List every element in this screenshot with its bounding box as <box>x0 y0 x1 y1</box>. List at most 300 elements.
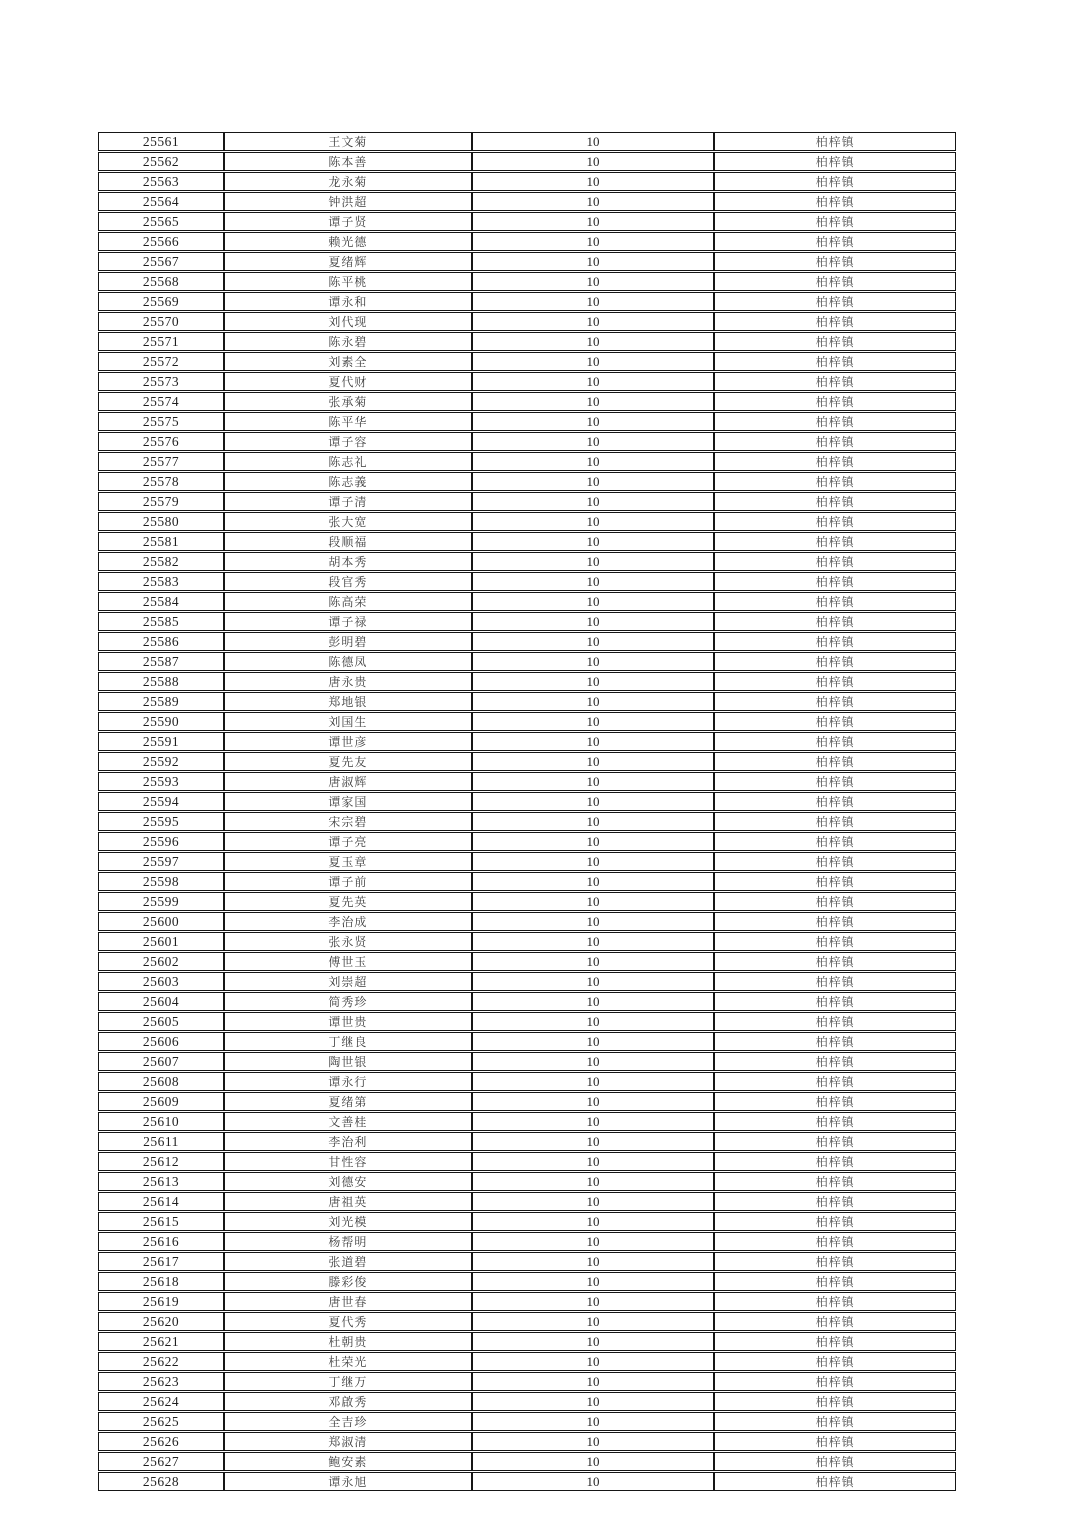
town-cell: 柏梓镇 <box>714 1412 956 1431</box>
table-row <box>98 1072 956 1091</box>
table-row <box>98 1472 956 1491</box>
person-name-cell: 陈永碧 <box>224 332 472 351</box>
amount-cell: 10 <box>472 1192 715 1211</box>
amount-cell: 10 <box>472 152 715 171</box>
amount-cell: 10 <box>472 932 715 951</box>
amount-cell: 10 <box>472 992 715 1011</box>
record-id-cell: 25562 <box>98 152 224 171</box>
amount-cell: 10 <box>472 972 715 991</box>
table-row <box>98 1132 956 1151</box>
amount-cell: 10 <box>472 452 715 471</box>
town-cell: 柏梓镇 <box>714 1332 956 1351</box>
table-row <box>98 412 956 431</box>
town-cell: 柏梓镇 <box>714 1272 956 1291</box>
person-name-cell: 全吉珍 <box>224 1412 472 1431</box>
person-name-cell: 段顺福 <box>224 532 472 551</box>
record-id-cell: 25621 <box>98 1332 224 1351</box>
record-id-cell: 25587 <box>98 652 224 671</box>
table-row <box>98 1112 956 1131</box>
record-id-cell: 25622 <box>98 1352 224 1371</box>
table-row <box>98 1032 956 1051</box>
table-row <box>98 432 956 451</box>
person-name-cell: 刘素全 <box>224 352 472 371</box>
table-row <box>98 512 956 531</box>
amount-cell: 10 <box>472 832 715 851</box>
town-cell: 柏梓镇 <box>714 432 956 451</box>
town-cell: 柏梓镇 <box>714 452 956 471</box>
person-name-cell: 刘崇超 <box>224 972 472 991</box>
table-row <box>98 152 956 171</box>
record-id-cell: 25567 <box>98 252 224 271</box>
person-name-cell: 刘德安 <box>224 1172 472 1191</box>
amount-cell: 10 <box>472 352 715 371</box>
town-cell: 柏梓镇 <box>714 272 956 291</box>
table-row <box>98 172 956 191</box>
town-cell: 柏梓镇 <box>714 512 956 531</box>
amount-cell: 10 <box>472 1172 715 1191</box>
record-id-cell: 25576 <box>98 432 224 451</box>
person-name-cell: 谭子清 <box>224 492 472 511</box>
town-cell: 柏梓镇 <box>714 1292 956 1311</box>
table-row <box>98 612 956 631</box>
record-id-cell: 25611 <box>98 1132 224 1151</box>
amount-cell: 10 <box>472 672 715 691</box>
record-id-cell: 25602 <box>98 952 224 971</box>
town-cell: 柏梓镇 <box>714 1072 956 1091</box>
table-row <box>98 312 956 331</box>
table-row <box>98 292 956 311</box>
record-id-cell: 25600 <box>98 912 224 931</box>
record-id-cell: 25598 <box>98 872 224 891</box>
town-cell: 柏梓镇 <box>714 192 956 211</box>
person-name-cell: 夏玉章 <box>224 852 472 871</box>
record-id-cell: 25573 <box>98 372 224 391</box>
amount-cell: 10 <box>472 1072 715 1091</box>
table-row <box>98 692 956 711</box>
town-cell: 柏梓镇 <box>714 1392 956 1411</box>
person-name-cell: 傅世玉 <box>224 952 472 971</box>
town-cell: 柏梓镇 <box>714 1472 956 1491</box>
table-row <box>98 1052 956 1071</box>
person-name-cell: 谭永旭 <box>224 1472 472 1491</box>
person-name-cell: 谭子亮 <box>224 832 472 851</box>
person-name-cell: 谭家国 <box>224 792 472 811</box>
town-cell: 柏梓镇 <box>714 472 956 491</box>
record-id-cell: 25628 <box>98 1472 224 1491</box>
record-id-cell: 25583 <box>98 572 224 591</box>
table-row <box>98 492 956 511</box>
town-cell: 柏梓镇 <box>714 532 956 551</box>
town-cell: 柏梓镇 <box>714 1012 956 1031</box>
town-cell: 柏梓镇 <box>714 232 956 251</box>
record-id-cell: 25596 <box>98 832 224 851</box>
person-name-cell: 陈平桃 <box>224 272 472 291</box>
person-name-cell: 鲍安素 <box>224 1452 472 1471</box>
town-cell: 柏梓镇 <box>714 592 956 611</box>
town-cell: 柏梓镇 <box>714 212 956 231</box>
table-row <box>98 572 956 591</box>
amount-cell: 10 <box>472 292 715 311</box>
town-cell: 柏梓镇 <box>714 852 956 871</box>
table-row <box>98 992 956 1011</box>
person-name-cell: 陈志義 <box>224 472 472 491</box>
amount-cell: 10 <box>472 332 715 351</box>
record-id-cell: 25595 <box>98 812 224 831</box>
person-name-cell: 赖光德 <box>224 232 472 251</box>
record-id-cell: 25608 <box>98 1072 224 1091</box>
table-row <box>98 1192 956 1211</box>
record-id-cell: 25591 <box>98 732 224 751</box>
town-cell: 柏梓镇 <box>714 292 956 311</box>
record-id-cell: 25574 <box>98 392 224 411</box>
record-id-cell: 25612 <box>98 1152 224 1171</box>
record-id-cell: 25586 <box>98 632 224 651</box>
record-id-cell: 25566 <box>98 232 224 251</box>
amount-cell: 10 <box>472 1252 715 1271</box>
record-id-cell: 25578 <box>98 472 224 491</box>
town-cell: 柏梓镇 <box>714 1312 956 1331</box>
record-id-cell: 25606 <box>98 1032 224 1051</box>
record-id-cell: 25617 <box>98 1252 224 1271</box>
amount-cell: 10 <box>472 492 715 511</box>
record-id-cell: 25610 <box>98 1112 224 1131</box>
table-row <box>98 1172 956 1191</box>
town-cell: 柏梓镇 <box>714 1352 956 1371</box>
person-name-cell: 谭永行 <box>224 1072 472 1091</box>
table-row <box>98 1332 956 1351</box>
town-cell: 柏梓镇 <box>714 1232 956 1251</box>
town-cell: 柏梓镇 <box>714 312 956 331</box>
amount-cell: 10 <box>472 1212 715 1231</box>
person-name-cell: 邓啟秀 <box>224 1392 472 1411</box>
table-row <box>98 892 956 911</box>
town-cell: 柏梓镇 <box>714 772 956 791</box>
person-name-cell: 郑地银 <box>224 692 472 711</box>
record-id-cell: 25597 <box>98 852 224 871</box>
record-id-cell: 25584 <box>98 592 224 611</box>
table-row <box>98 212 956 231</box>
amount-cell: 10 <box>472 1012 715 1031</box>
person-name-cell: 谭世彦 <box>224 732 472 751</box>
amount-cell: 10 <box>472 752 715 771</box>
town-cell: 柏梓镇 <box>714 992 956 1011</box>
table-row <box>98 832 956 851</box>
amount-cell: 10 <box>472 1292 715 1311</box>
record-id-cell: 25613 <box>98 1172 224 1191</box>
person-name-cell: 唐淑辉 <box>224 772 472 791</box>
record-id-cell: 25590 <box>98 712 224 731</box>
person-name-cell: 谭子禄 <box>224 612 472 631</box>
table-row <box>98 232 956 251</box>
town-cell: 柏梓镇 <box>714 932 956 951</box>
amount-cell: 10 <box>472 872 715 891</box>
town-cell: 柏梓镇 <box>714 612 956 631</box>
table-row <box>98 1212 956 1231</box>
person-name-cell: 夏绪第 <box>224 1092 472 1111</box>
table-row <box>98 932 956 951</box>
amount-cell: 10 <box>472 172 715 191</box>
record-id-cell: 25599 <box>98 892 224 911</box>
amount-cell: 10 <box>472 252 715 271</box>
amount-cell: 10 <box>472 852 715 871</box>
table-row <box>98 1272 956 1291</box>
amount-cell: 10 <box>472 432 715 451</box>
person-name-cell: 夏代财 <box>224 372 472 391</box>
person-name-cell: 李治利 <box>224 1132 472 1151</box>
record-id-cell: 25589 <box>98 692 224 711</box>
record-id-cell: 25571 <box>98 332 224 351</box>
person-name-cell: 李治成 <box>224 912 472 931</box>
town-cell: 柏梓镇 <box>714 952 956 971</box>
town-cell: 柏梓镇 <box>714 1372 956 1391</box>
table-row <box>98 1372 956 1391</box>
table-row <box>98 952 956 971</box>
amount-cell: 10 <box>472 192 715 211</box>
table-row <box>98 452 956 471</box>
record-id-cell: 25625 <box>98 1412 224 1431</box>
table-row <box>98 1292 956 1311</box>
table-row <box>98 132 956 151</box>
table-row <box>98 1352 956 1371</box>
amount-cell: 10 <box>472 1092 715 1111</box>
person-name-cell: 陈志礼 <box>224 452 472 471</box>
town-cell: 柏梓镇 <box>714 1112 956 1131</box>
town-cell: 柏梓镇 <box>714 332 956 351</box>
table-row <box>98 1452 956 1471</box>
amount-cell: 10 <box>472 1432 715 1451</box>
record-id-cell: 25561 <box>98 132 224 151</box>
record-id-cell: 25607 <box>98 1052 224 1071</box>
record-id-cell: 25605 <box>98 1012 224 1031</box>
table-row <box>98 852 956 871</box>
amount-cell: 10 <box>472 472 715 491</box>
amount-cell: 10 <box>472 592 715 611</box>
town-cell: 柏梓镇 <box>714 412 956 431</box>
record-id-cell: 25585 <box>98 612 224 631</box>
person-name-cell: 陶世银 <box>224 1052 472 1071</box>
table-row <box>98 1412 956 1431</box>
person-name-cell: 简秀珍 <box>224 992 472 1011</box>
person-name-cell: 丁继良 <box>224 1032 472 1051</box>
person-name-cell: 段官秀 <box>224 572 472 591</box>
table-row <box>98 812 956 831</box>
table-row <box>98 1432 956 1451</box>
amount-cell: 10 <box>472 312 715 331</box>
table-row <box>98 332 956 351</box>
town-cell: 柏梓镇 <box>714 172 956 191</box>
person-name-cell: 谭永和 <box>224 292 472 311</box>
person-name-cell: 杨帮明 <box>224 1232 472 1251</box>
amount-cell: 10 <box>472 1352 715 1371</box>
town-cell: 柏梓镇 <box>714 1452 956 1471</box>
record-id-cell: 25601 <box>98 932 224 951</box>
record-id-cell: 25616 <box>98 1232 224 1251</box>
table-row <box>98 912 956 931</box>
town-cell: 柏梓镇 <box>714 132 956 151</box>
record-id-cell: 25604 <box>98 992 224 1011</box>
record-id-cell: 25623 <box>98 1372 224 1391</box>
amount-cell: 10 <box>472 412 715 431</box>
table-row <box>98 192 956 211</box>
town-cell: 柏梓镇 <box>714 712 956 731</box>
amount-cell: 10 <box>472 1372 715 1391</box>
town-cell: 柏梓镇 <box>714 752 956 771</box>
record-id-cell: 25624 <box>98 1392 224 1411</box>
town-cell: 柏梓镇 <box>714 732 956 751</box>
table-row <box>98 1312 956 1331</box>
town-cell: 柏梓镇 <box>714 1432 956 1451</box>
town-cell: 柏梓镇 <box>714 692 956 711</box>
person-name-cell: 甘性容 <box>224 1152 472 1171</box>
amount-cell: 10 <box>472 372 715 391</box>
amount-cell: 10 <box>472 1112 715 1131</box>
town-cell: 柏梓镇 <box>714 1172 956 1191</box>
amount-cell: 10 <box>472 1332 715 1351</box>
record-id-cell: 25581 <box>98 532 224 551</box>
table-row <box>98 272 956 291</box>
town-cell: 柏梓镇 <box>714 892 956 911</box>
record-id-cell: 25568 <box>98 272 224 291</box>
table-row <box>98 792 956 811</box>
person-name-cell: 宋宗碧 <box>224 812 472 831</box>
person-name-cell: 夏先英 <box>224 892 472 911</box>
amount-cell: 10 <box>472 392 715 411</box>
town-cell: 柏梓镇 <box>714 812 956 831</box>
town-cell: 柏梓镇 <box>714 872 956 891</box>
amount-cell: 10 <box>472 892 715 911</box>
record-id-cell: 25627 <box>98 1452 224 1471</box>
person-name-cell: 唐世春 <box>224 1292 472 1311</box>
person-name-cell: 谭子贤 <box>224 212 472 231</box>
amount-cell: 10 <box>472 512 715 531</box>
amount-cell: 10 <box>472 1472 715 1491</box>
record-id-cell: 25614 <box>98 1192 224 1211</box>
amount-cell: 10 <box>472 1452 715 1471</box>
table-row <box>98 972 956 991</box>
person-name-cell: 唐祖英 <box>224 1192 472 1211</box>
amount-cell: 10 <box>472 1132 715 1151</box>
record-id-cell: 25615 <box>98 1212 224 1231</box>
amount-cell: 10 <box>472 1032 715 1051</box>
person-name-cell: 钟洪超 <box>224 192 472 211</box>
record-id-cell: 25579 <box>98 492 224 511</box>
person-name-cell: 谭世贵 <box>224 1012 472 1031</box>
town-cell: 柏梓镇 <box>714 1192 956 1211</box>
record-id-cell: 25582 <box>98 552 224 571</box>
record-id-cell: 25588 <box>98 672 224 691</box>
amount-cell: 10 <box>472 712 715 731</box>
person-name-cell: 张大宽 <box>224 512 472 531</box>
record-id-cell: 25619 <box>98 1292 224 1311</box>
record-id-cell: 25593 <box>98 772 224 791</box>
table-row <box>98 872 956 891</box>
table-row <box>98 592 956 611</box>
town-cell: 柏梓镇 <box>714 352 956 371</box>
person-name-cell: 张永贤 <box>224 932 472 951</box>
record-id-cell: 25580 <box>98 512 224 531</box>
town-cell: 柏梓镇 <box>714 392 956 411</box>
table-row <box>98 372 956 391</box>
person-name-cell: 谭子前 <box>224 872 472 891</box>
record-id-cell: 25565 <box>98 212 224 231</box>
person-name-cell: 夏绪辉 <box>224 252 472 271</box>
town-cell: 柏梓镇 <box>714 152 956 171</box>
record-id-cell: 25563 <box>98 172 224 191</box>
person-name-cell: 夏代秀 <box>224 1312 472 1331</box>
record-id-cell: 25575 <box>98 412 224 431</box>
person-name-cell: 丁继万 <box>224 1372 472 1391</box>
record-id-cell: 25570 <box>98 312 224 331</box>
table-row <box>98 1252 956 1271</box>
amount-cell: 10 <box>472 772 715 791</box>
record-id-cell: 25618 <box>98 1272 224 1291</box>
amount-cell: 10 <box>472 1152 715 1171</box>
amount-cell: 10 <box>472 1272 715 1291</box>
person-name-cell: 唐永贵 <box>224 672 472 691</box>
table-row <box>98 672 956 691</box>
person-name-cell: 龙永菊 <box>224 172 472 191</box>
amount-cell: 10 <box>472 272 715 291</box>
person-name-cell: 陈本善 <box>224 152 472 171</box>
amount-cell: 10 <box>472 572 715 591</box>
town-cell: 柏梓镇 <box>714 832 956 851</box>
table-row <box>98 732 956 751</box>
town-cell: 柏梓镇 <box>714 1132 956 1151</box>
town-cell: 柏梓镇 <box>714 572 956 591</box>
record-id-cell: 25592 <box>98 752 224 771</box>
town-cell: 柏梓镇 <box>714 672 956 691</box>
town-cell: 柏梓镇 <box>714 652 956 671</box>
person-name-cell: 彭明碧 <box>224 632 472 651</box>
amount-cell: 10 <box>472 812 715 831</box>
person-name-cell: 张道碧 <box>224 1252 472 1271</box>
table-row <box>98 1092 956 1111</box>
table-row <box>98 252 956 271</box>
amount-cell: 10 <box>472 232 715 251</box>
record-id-cell: 25594 <box>98 792 224 811</box>
town-cell: 柏梓镇 <box>714 1052 956 1071</box>
person-name-cell: 滕彩俊 <box>224 1272 472 1291</box>
town-cell: 柏梓镇 <box>714 972 956 991</box>
person-name-cell: 夏先友 <box>224 752 472 771</box>
amount-cell: 10 <box>472 632 715 651</box>
amount-cell: 10 <box>472 1412 715 1431</box>
amount-cell: 10 <box>472 1052 715 1071</box>
record-id-cell: 25569 <box>98 292 224 311</box>
amount-cell: 10 <box>472 732 715 751</box>
table-row <box>98 552 956 571</box>
table-row <box>98 772 956 791</box>
person-name-cell: 谭子容 <box>224 432 472 451</box>
town-cell: 柏梓镇 <box>714 792 956 811</box>
town-cell: 柏梓镇 <box>714 252 956 271</box>
record-id-cell: 25620 <box>98 1312 224 1331</box>
table-row <box>98 532 956 551</box>
table-row <box>98 752 956 771</box>
town-cell: 柏梓镇 <box>714 1032 956 1051</box>
records-table <box>98 131 956 1492</box>
amount-cell: 10 <box>472 792 715 811</box>
amount-cell: 10 <box>472 532 715 551</box>
town-cell: 柏梓镇 <box>714 1092 956 1111</box>
amount-cell: 10 <box>472 612 715 631</box>
table-row <box>98 1232 956 1251</box>
record-id-cell: 25572 <box>98 352 224 371</box>
town-cell: 柏梓镇 <box>714 1152 956 1171</box>
person-name-cell: 文善桂 <box>224 1112 472 1131</box>
table-row <box>98 652 956 671</box>
amount-cell: 10 <box>472 952 715 971</box>
